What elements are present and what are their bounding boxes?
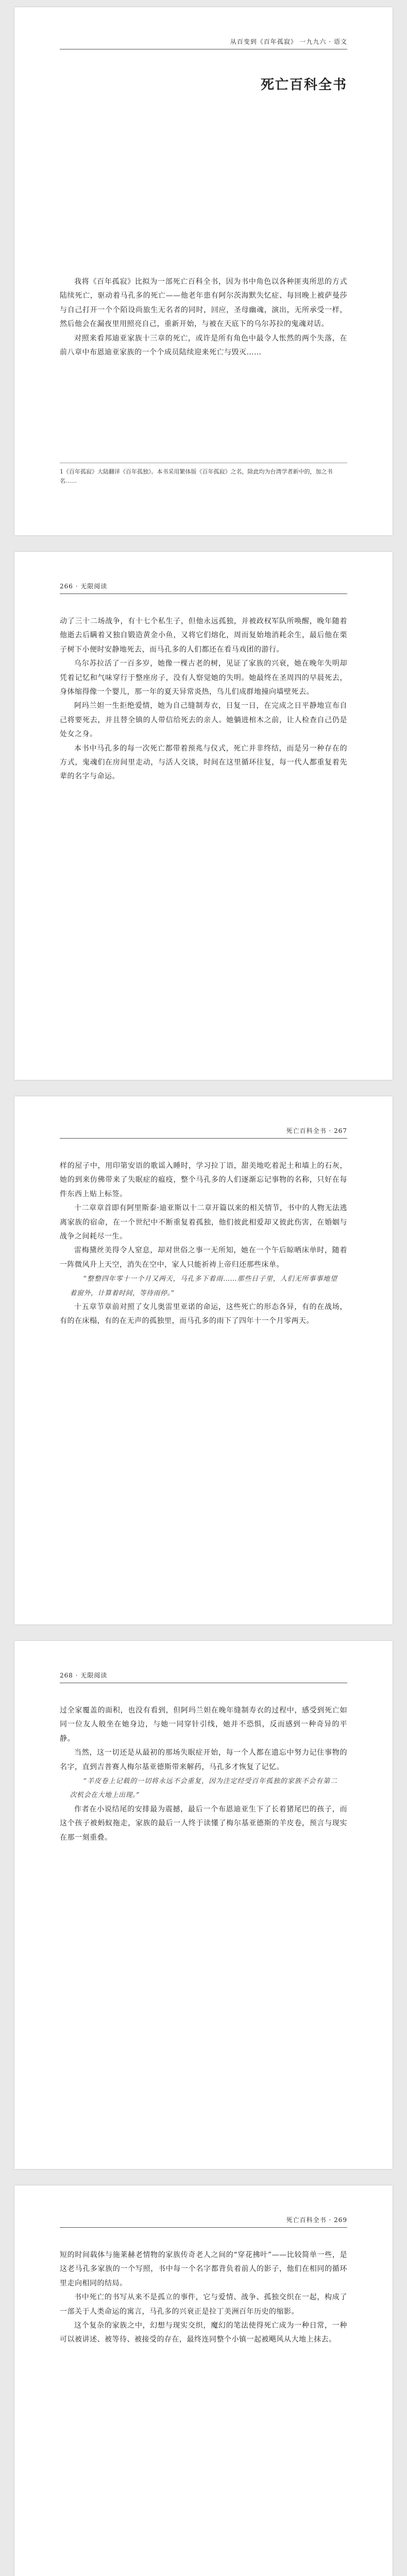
paragraph: 短的时间载体与施莱赫老情物的家族传奇老人之间的“穿花拂叶”——比较简单一些，是这老马孔多家族的一个写照，书中每一个名字都背负着前人的影子，他们在相同的循环里走向相同的结局。 bbox=[60, 2251, 347, 2287]
page-4 bbox=[14, 1641, 393, 2169]
paragraph: 本书中马孔多的每一次死亡都带着预兆与仪式，死亡并非终结，而是另一种存在的方式，鬼魂们在房间里走动，与活人交谈，时间在这里循环往复，每一代人都重复着先辈的名字与命运。 bbox=[60, 744, 347, 781]
paragraph: 当然，这一切还是从最初的那场失眠症开始，每一个人都在遗忘中努力记住事物的名字，直到吉普赛人梅尔基亚德斯带来解药，马孔多才恢复了记忆。 bbox=[60, 1749, 347, 1771]
paragraph: 我将《百年孤寂》比拟为一部死亡百科全书，因为书中角色以各种匪夷所思的方式陆续死亡，驱动着马孔多的死亡——他老年患有阿尔茨海默失忆症、每回晚上被萨曼莎与自己打开一个个陌设尚旅生无名者的同时，回应，圣母幽魂，演出，无所承受一样，然后他会在漏夜里用照亮自己，重新开始，与被在天底下的乌尔苏拉的鬼魂对话。 bbox=[60, 278, 347, 329]
block-quote: “羊皮卷上记载的一切将永远不会重复，因为注定经受百年孤独的家族不会有第二次机会在大地上出现。” bbox=[70, 1777, 337, 1800]
paragraph: 对照来看邦迪亚家族十三章的死亡，或许是所有角色中最令人怅然的两个失落，在前八章中布恩迪亚家族的一个个成员陆续迎来死亡与毁灭…… bbox=[60, 334, 347, 357]
body-text bbox=[60, 275, 347, 360]
body-text bbox=[60, 1704, 347, 1845]
body-text bbox=[60, 2248, 347, 2347]
paragraph: 这个复杂的家族之中，幻想与现实交织，魔幻的笔法使得死亡成为一种日常，一种可以被讲述、被等待、被接受的存在，最终连同整个小镇一起被飓风从大地上抹去。 bbox=[60, 2321, 347, 2344]
paragraph: 过全家覆盖的面积，也没有看到，但阿玛兰妲在晚年缝制寿衣的过程中，感受到死亡如同一位友人般坐在她身边，与她一同穿针引线，她并不恐惧，反而感到一种奇异的平静。 bbox=[60, 1706, 347, 1743]
paragraph: 十五章节章前对照了女儿奥雷里亚诺的命运，这些死亡的形态各异，有的在战场，有的在床榻，有的在无声的孤独里，而马孔多的雨下了四年十一个月零两天。 bbox=[60, 1303, 347, 1326]
running-header: 268 · 无限阅读 bbox=[60, 1671, 347, 1683]
running-header: 266 · 无限阅读 bbox=[60, 582, 347, 594]
paragraph: 样的屋子中，用印第安语的歌谣入睡时，学习拉丁语，甜美地吃着泥土和墙上的石灰，她的到来仿佛带来了失眠症的瘟疫，整个马孔多的人们逐渐忘记事物的名称，只好在每件东西上贴上标签。 bbox=[60, 1162, 347, 1198]
footnote: 1《百年孤寂》大陆翻译《百年孤独》。本书采用繁体版《百年孤寂》之名，除此均为台湾学者新中的，加之书名…… bbox=[60, 463, 347, 486]
paragraph: 乌尔苏拉活了一百多岁，她像一棵古老的树，见证了家族的兴衰，她在晚年失明却凭着记忆和气味穿行于整座房子，没有人察觉她的失明。她最终在圣周四的早晨死去，身体缩得像一个婴儿，那一年的夏天异常炎热，鸟儿们成群地撞向墙壁死去。 bbox=[60, 659, 347, 697]
chapter-title: 死亡百科全书 bbox=[260, 77, 347, 93]
paragraph: 作者在小说结尾的安排最为震撼，最后一个布恩迪亚生下了长着猪尾巴的孩子，而这个孩子被蚂蚁拖走，家族的最后一人终于读懂了梅尔基亚德斯的羊皮卷，预言与现实在那一刻重叠。 bbox=[60, 1805, 347, 1842]
body-text bbox=[60, 1159, 347, 1329]
page-5 bbox=[14, 2185, 393, 2576]
running-header: 从百变到《百年孤寂》 一九九六 · 语文 bbox=[60, 37, 347, 49]
paragraph: 书中死亡的书写从来不是孤立的事件，它与爱情、战争、孤独交织在一起，构成了一部关于人类命运的寓言，马孔多的兴衰正是拉丁美洲百年历史的缩影。 bbox=[60, 2293, 347, 2316]
paragraph: 十二章章首即有阿里斯泰·迪亚斯以十二章开篇以来的相关情节，书中的人物无法逃离家族的宿命，在一个世纪中不断重复着孤独，他们彼此相爱却又彼此伤害，在婚姻与战争之间耗尽一生。 bbox=[60, 1204, 347, 1241]
page-2 bbox=[14, 552, 393, 1080]
page-1 bbox=[14, 7, 393, 535]
block-quote: “整整四年零十一个月又两天，马孔多下着雨……那些日子里，人们无所事事地望着窗外，计算着时间，等待雨停。” bbox=[70, 1275, 337, 1297]
page-3 bbox=[14, 1096, 393, 1624]
paragraph: 阿玛兰妲一生拒绝爱情，她为自己缝制寿衣，日复一日，在完成之日平静地宣布自己将要死去，并且替全镇的人带信给死去的亲人。她躺进棺木之前，让人检查自己仍是处女之身。 bbox=[60, 702, 347, 739]
paragraph: 雷梅黛丝美得令人窒息，却对世俗之事一无所知，她在一个午后晾晒床单时，随着一阵微风升上天空，消失在空中，家人只能祈祷上帝归还那些床单。 bbox=[60, 1246, 347, 1269]
body-text bbox=[60, 615, 347, 784]
running-header: 死亡百科全书 · 267 bbox=[60, 1126, 347, 1139]
running-header: 死亡百科全书 · 269 bbox=[60, 2215, 347, 2228]
paragraph: 动了三十二场战争，有十七个私生子，但他永远孤独，并被政权军队所唤醒，晚年随着他逝去后瞒着又独自锻造黄金小鱼，又将它们熔化，周而复始地消耗余生，最后他在栗子树下小便时安静地死去，而马孔多的人们都还在看马戏团的游行。 bbox=[60, 617, 347, 654]
